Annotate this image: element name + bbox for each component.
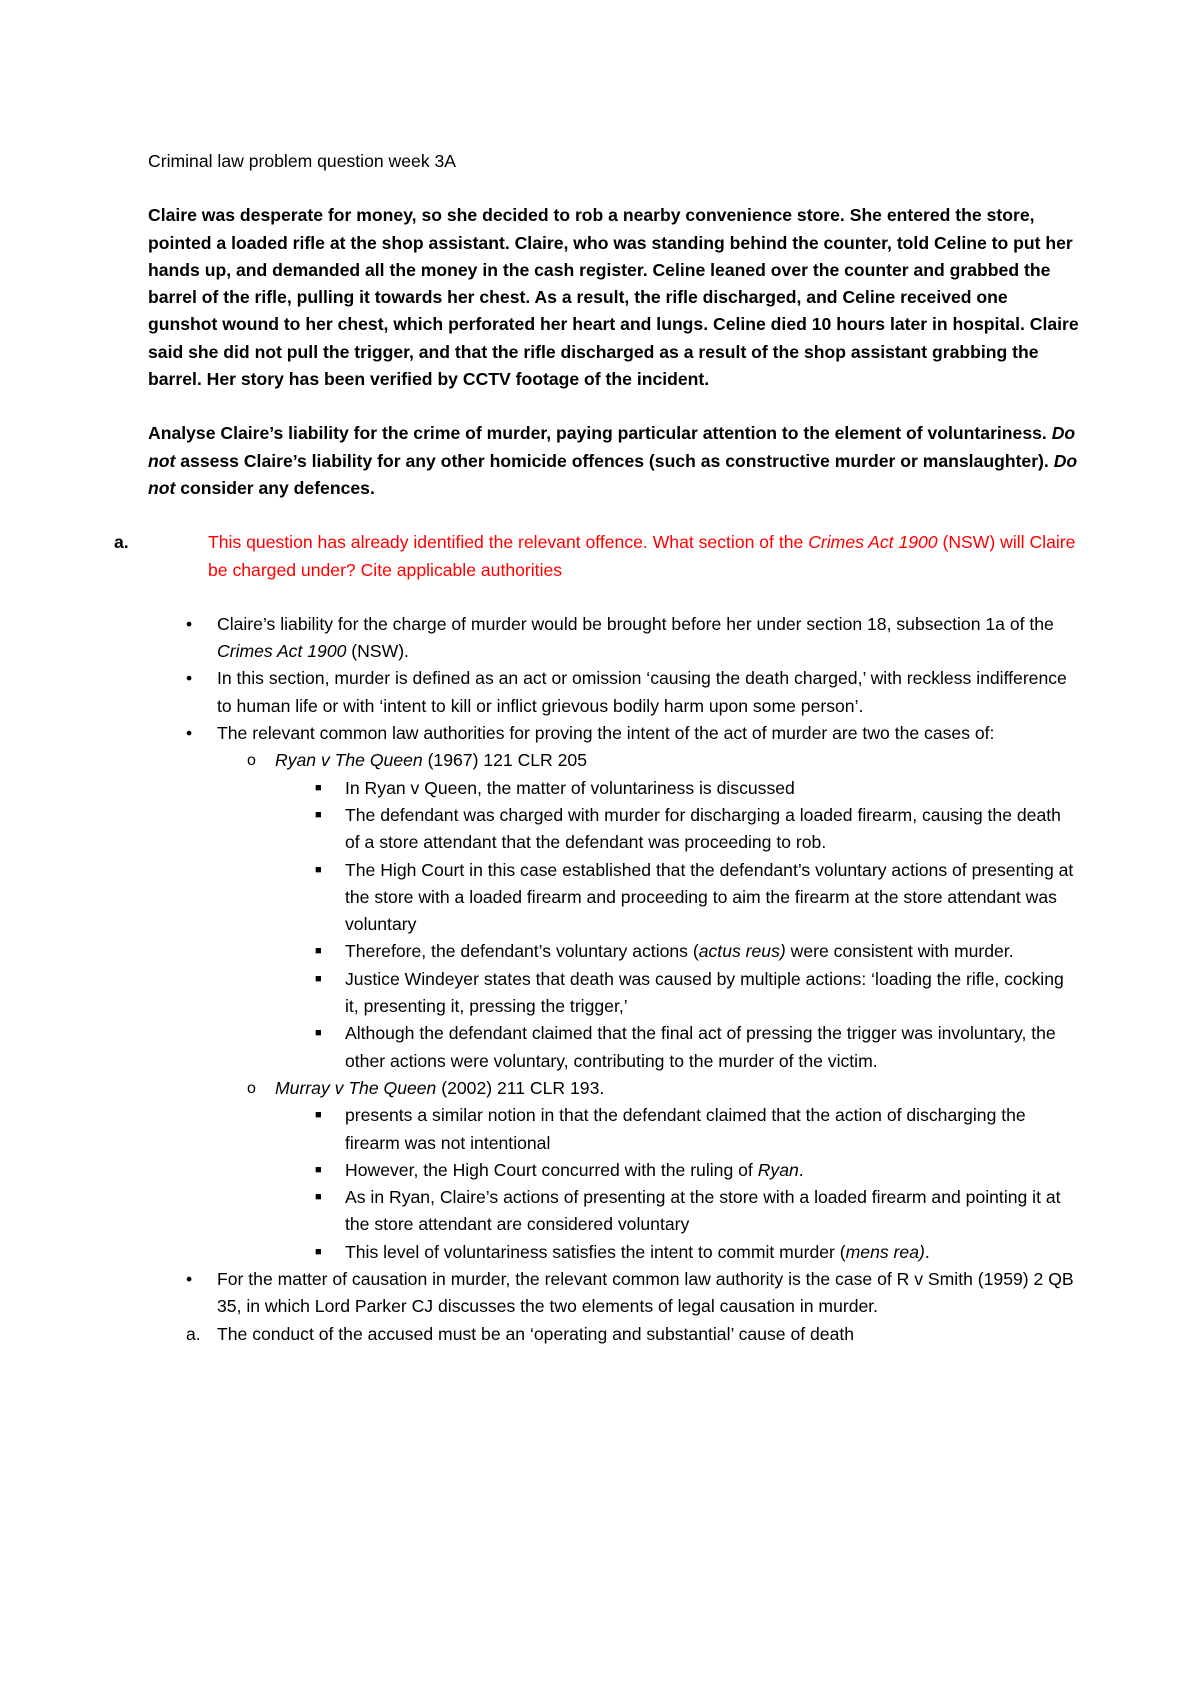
bullet-icon: •: [186, 668, 193, 689]
item-text: In Ryan v Queen, the matter of voluntariness is discussed: [345, 777, 795, 798]
item-text: The High Court in this case established that the defendant’s voluntary actions of presenting at the store with a loaded firearm and proceeding to aim the firearm at the store attendant was voluntary: [345, 859, 1074, 935]
question-marker: a.: [114, 532, 129, 553]
list-item: [275, 1157, 1080, 1184]
answer-list: [148, 611, 1080, 1321]
causation-list: [148, 1321, 1080, 1348]
case-citation: (1967) 121 CLR 205: [422, 750, 588, 771]
case-item-murray: [217, 1075, 1080, 1266]
list-item: [275, 966, 1080, 1021]
item-text: However, the High Court concurred with the ruling of: [345, 1159, 758, 1180]
square-bullet-icon: ■: [315, 1245, 322, 1258]
task-text-1: Analyse Claire’s liability for the crime of murder, paying particular attention to the element of voluntariness.: [148, 423, 1052, 444]
bullet-icon: •: [186, 723, 193, 744]
case-name: Murray v The Queen: [275, 1077, 437, 1098]
item-text: Therefore, the defendant’s voluntary actions (: [345, 941, 699, 962]
square-bullet-icon: ■: [315, 945, 322, 958]
list-item: [275, 1102, 1080, 1157]
case-citation: (2002) 211 CLR 193.: [436, 1077, 605, 1098]
list-item: [148, 665, 1080, 720]
scenario-paragraph: Claire was desperate for money, so she decided to rob a nearby convenience store. She entered the store, pointed a loaded rifle at the shop assistant. Claire, who was standing behind the counter, told Celine to put her hands up, and demanded all the money in the cash register. Celine leaned over the counter and grabbed the barrel of the rifle, pulling it towards her chest. As a result, the rifle discharged, and Celine received one gunshot wound to her chest, which perforated her heart and lungs. Celine died 10 hours later in hospital. Claire said she did not pull the trigger, and that the rifle discharged as a result of the shop assistant grabbing the barrel. Her story has been verified by CCTV footage of the incident.: [148, 205, 1079, 390]
square-bullet-icon: ■: [315, 1191, 322, 1204]
list-item: [148, 611, 1080, 666]
list-item: [275, 802, 1080, 857]
item-text: This level of voluntariness satisfies the intent to commit murder (: [345, 1241, 846, 1262]
alpha-marker: a.: [186, 1323, 201, 1344]
document-title: Criminal law problem question week 3A: [148, 151, 457, 171]
square-bullet-icon: ■: [315, 972, 322, 985]
square-bullet-icon: ■: [315, 781, 322, 794]
case-name: Ryan v The Queen: [275, 750, 423, 771]
square-bullet-icon: ■: [315, 863, 322, 876]
bullet-icon: •: [186, 613, 193, 634]
bullet-icon: •: [186, 1268, 193, 1289]
task-text-2: assess Claire’s liability for any other homicide offences (such as constructive murder or manslaughter).: [175, 450, 1054, 471]
item-text: For the matter of causation in murder, the relevant common law authority is the case of R v Smith (1959) 2 QB 35, in which Lord Parker CJ discusses the two elements of legal causation in murder.: [217, 1268, 1074, 1317]
case-name: Ryan: [757, 1159, 799, 1180]
case-points: [275, 775, 1080, 1075]
list-item: [148, 720, 1080, 1266]
task-emphasis-2: Do not: [148, 450, 1078, 498]
item-text: were consistent with murder.: [785, 941, 1014, 962]
square-bullet-icon: ■: [315, 1027, 322, 1040]
item-text: The defendant was charged with murder for discharging a loaded firearm, causing the death of a store attendant that the defendant was proceeding to rob.: [345, 804, 1061, 853]
case-points: [275, 1102, 1080, 1266]
item-text: Justice Windeyer states that death was caused by multiple actions: ‘loading the rifle, cocking it, presenting it, pressing the trigger,’: [345, 968, 1064, 1017]
task-paragraph: [148, 420, 1080, 502]
item-text: As in Ryan, Claire’s actions of presenting at the store with a loaded firearm and pointing it at the store attendant are considered voluntary: [345, 1187, 1061, 1235]
item-text: (NSW).: [346, 641, 409, 662]
list-item: [275, 1239, 1080, 1266]
task-emphasis-1: Do not: [148, 423, 1076, 471]
square-bullet-icon: ■: [315, 1109, 322, 1122]
list-item: [148, 1266, 1080, 1321]
item-text: The conduct of the accused must be an ‘operating and substantial’ cause of death: [217, 1323, 855, 1344]
act-name: Crimes Act 1900: [217, 641, 347, 662]
list-item: [275, 938, 1080, 965]
case-list: [217, 747, 1080, 1266]
item-text: .: [924, 1241, 930, 1262]
item-text: Although the defendant claimed that the final act of pressing the trigger was involuntary, the other actions were voluntary, contributing to the murder of the victim.: [345, 1023, 1056, 1071]
item-text: presents a similar notion in that the defendant claimed that the action of discharging the firearm was not intentional: [345, 1105, 1026, 1153]
circle-bullet-icon: o: [247, 752, 256, 770]
circle-bullet-icon: o: [247, 1079, 256, 1097]
list-item: [148, 1321, 1080, 1348]
list-item: [275, 1020, 1080, 1075]
square-bullet-icon: ■: [315, 808, 322, 821]
question-act-name: Crimes Act 1900: [808, 532, 938, 553]
square-bullet-icon: ■: [315, 1163, 322, 1176]
question-text-1: This question has already identified the relevant offence. What section of the: [208, 532, 809, 553]
item-text: In this section, murder is defined as an act or omission ‘causing the death charged,’ with reckless indifference to human life or with ‘intent to kill or inflict grievous bodily harm upon some person’.: [217, 668, 1067, 716]
question-a: [114, 529, 1080, 584]
item-text: Claire’s liability for the charge of murder would be brought before her under section 18, subsection 1a of the: [217, 613, 1054, 634]
question-text-2: (NSW) will Claire be charged under? Cite applicable authorities: [208, 532, 1076, 580]
latin-term: actus reus): [698, 941, 786, 962]
list-item: [275, 857, 1080, 939]
case-item-ryan: [217, 747, 1080, 1075]
item-text: The relevant common law authorities for proving the intent of the act of murder are two the cases of:: [217, 723, 995, 744]
item-text: .: [798, 1159, 804, 1180]
list-item: [275, 775, 1080, 802]
task-text-3: consider any defences.: [175, 477, 375, 498]
list-item: [275, 1184, 1080, 1239]
latin-term: mens rea): [845, 1241, 925, 1262]
